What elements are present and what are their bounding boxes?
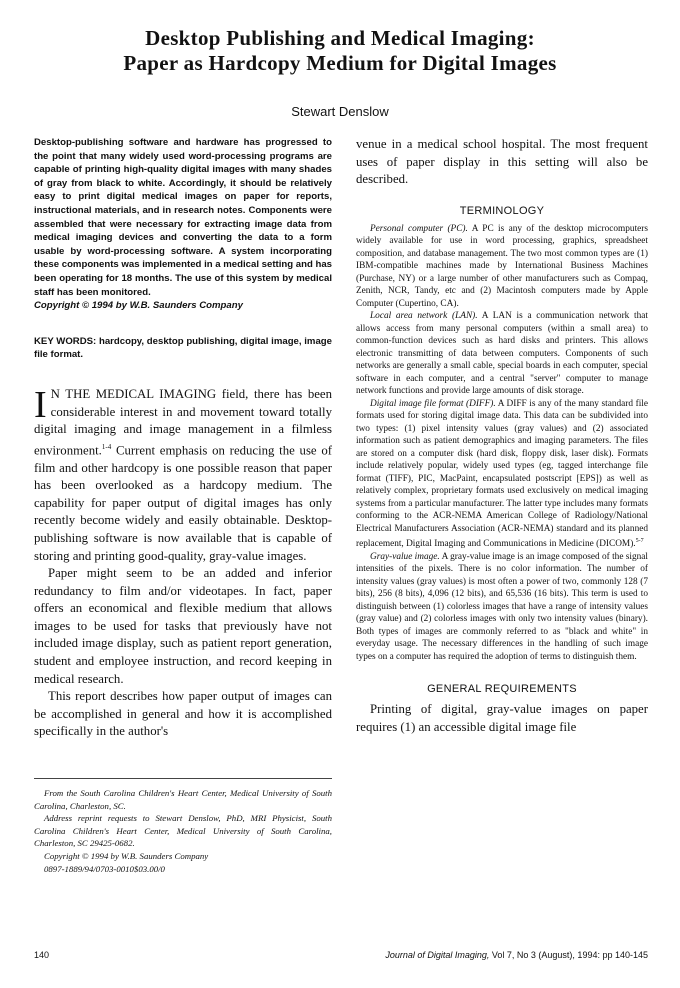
paper-title: [0, 26, 680, 76]
term-gray-text: A gray-value image is an image composed of the signal intensities of the pixels. There is no color information. The number of intensity values (gray values) is most often a power of two, commonly 128 (7 bits), 256 (8 bits), 4,096 (12 bits), and 65,536 (16 bits). This term is used to distinguish between (1) colorless images that have a range of intensity values (gray value) and (2) colorless images with only two intensity values (binary). Both types of images are commonly referred to as "black and white" in everyday usage. The necessary differences in the handling of such image types on a computer has required the adoption of terms to distinguish them.: [356, 551, 648, 662]
term-pc-label: Personal computer (PC).: [370, 223, 468, 234]
term-lan: [356, 310, 648, 398]
footnote: [34, 778, 332, 875]
introduction: [34, 383, 332, 741]
term-diff-text: A DIFF is any of the many standard file formats used for storing digital image data. This data can be subdivided into two types: (1) pixel intensity values (gray values) and (2) associated information such as patient demographics and imaging parameters. The files are stored on a computer disk (hard disk, floppy disk, laser disk). Formats include relatively popular, widely used types (eg, tagged interchange file format (TIFF), PIC, MacPaint, encapsulated postscript [EPS]) as well as relatively complex, proprietary formats used exclusively on medical imaging systems from a particular manufacturer. The latter type includes many formats conforming to the ACR-NEMA American College of Radiology/National Electrical Manufacturers Association (ACR-NEMA) standard and its planned replacement, Digital Imaging and Communications in Medicine (DICOM).: [356, 398, 648, 550]
venue-paragraph: venue in a medical school hospital. The most frequent uses of paper display in this setting will also be described.: [356, 137, 648, 187]
journal-citation: [385, 950, 648, 960]
term-gray-label: Gray-value image.: [370, 551, 440, 562]
intro-paragraph-3: This report describes how paper output of images can be accomplished in general and how it is accomplished specifically in the author's: [34, 689, 332, 739]
term-pc-text: A PC is any of the desktop microcomputers widely available for use in word processing, graphics, spreadsheet composition, and database management. The two most common types are (1) IBM-compatible machines made by International Business Machines (Purchase, NY) or a large number of other manufacturers such as Compaq, Zenith, NCR, Tandy, etc and (2) Macintosh computers made by Apple Computer (Cupertino, CA).: [356, 223, 648, 309]
journal-issue: Vol 7, No 3 (August), 1994: pp 140-145: [489, 950, 648, 960]
footnote-code: 0897-1889/94/0703-0010$03.00/0: [44, 863, 165, 874]
footnote-copyright: Copyright © 1994 by W.B. Saunders Company: [44, 850, 209, 861]
terminology-body: [356, 223, 648, 664]
term-gray: [356, 551, 648, 664]
diff-ref-superscript: 5-7: [635, 538, 644, 545]
footnote-affiliation: From the South Carolina Children's Heart Center, Medical University of South Carolina, Charleston, SC.: [34, 788, 332, 811]
section-heading-general: GENERAL REQUIREMENTS: [427, 683, 577, 696]
section-heading-terminology: TERMINOLOGY: [459, 204, 545, 217]
footnote-address: Address reprint requests to Stewart Denslow, PhD, MRI Physicist, South Carolina Children's Heart Center, Medical University of South Carolina, Charleston, SC 29425-0682.: [34, 813, 332, 849]
abstract-copyright: Copyright © 1994 by W.B. Saunders Company: [34, 300, 243, 312]
left-column: [34, 136, 332, 741]
general-paragraph: Printing of digital, gray-value images on paper requires (1) an accessible digital image file: [356, 702, 648, 734]
term-lan-label: Local area network (LAN).: [370, 311, 478, 322]
title-line-2: Paper as Hardcopy Medium for Digital Images: [123, 51, 557, 75]
abstract: [34, 136, 332, 313]
intro-paragraph-2: Paper might seem to be an added and inferior redundancy to film and/or videotapes. In fact, paper offers an economical and flexible medium that allows images to be used for tasks that previously have not included image display, such as patient report generation, student and employee instruction, and record keeping in medical research.: [34, 566, 332, 686]
title-line-1: Desktop Publishing and Medical Imaging:: [145, 26, 535, 50]
author-name: Stewart Denslow: [291, 104, 389, 119]
drop-cap: I: [34, 383, 47, 426]
intro-paragraph-1: [34, 383, 332, 565]
page-number: 140: [34, 950, 50, 960]
abstract-text: Desktop-publishing software and hardware has progressed to the point that many widely used word-processing programs are capable of printing high-quality digital images with many shades of gray from black to white. Accordingly, it should be relatively easy to print digital medical images on paper for reports, instructional materials, and in research notes. Components were assembled that were necessary for extracting image data from medical imaging devices and converting the data to a form usable by word-processing software. A system incorporating these components was implemented in a medical setting and has been operating for 18 months. The use of this system by medical staff has been monitored.: [34, 137, 333, 298]
intro-p1-rest: Current emphasis on reducing the use of film and other hardcopy is one possible reason that paper has been overlooked as a hardcopy medium. The capability for paper output of digital images has only recently become widely and easily obtainable. Desktop-publishing software is now available that is capable of storing and printing good-quality, gray-value images.: [34, 442, 332, 563]
term-diff-label: Digital image file format (DIFF).: [370, 398, 496, 409]
intro-p1-lead: N THE MEDICAL IMAGING field, there has been considerable interest in and movement toward totally digital imaging and image management in a filmless environment.: [34, 386, 332, 457]
keywords: KEY WORDS: hardcopy, desktop publishing, digital image, image file format.: [34, 335, 332, 361]
journal-name: Journal of Digital Imaging,: [385, 950, 490, 960]
term-lan-text: A LAN is a communication network that allows access from many personal computers (within a small area) to common-function devices such as hard disks and printers. This allows electronic transmitting of data between computers. Components of such networks are generally a small cable, special boards in each computer, special software in each computer, and a central "server" computer to manage network functions and provide large amounts of disk storage.: [356, 311, 648, 397]
term-diff: [356, 398, 648, 551]
term-pc: [356, 223, 648, 311]
right-column: [356, 136, 648, 737]
ref-superscript: 1-4: [101, 442, 112, 451]
